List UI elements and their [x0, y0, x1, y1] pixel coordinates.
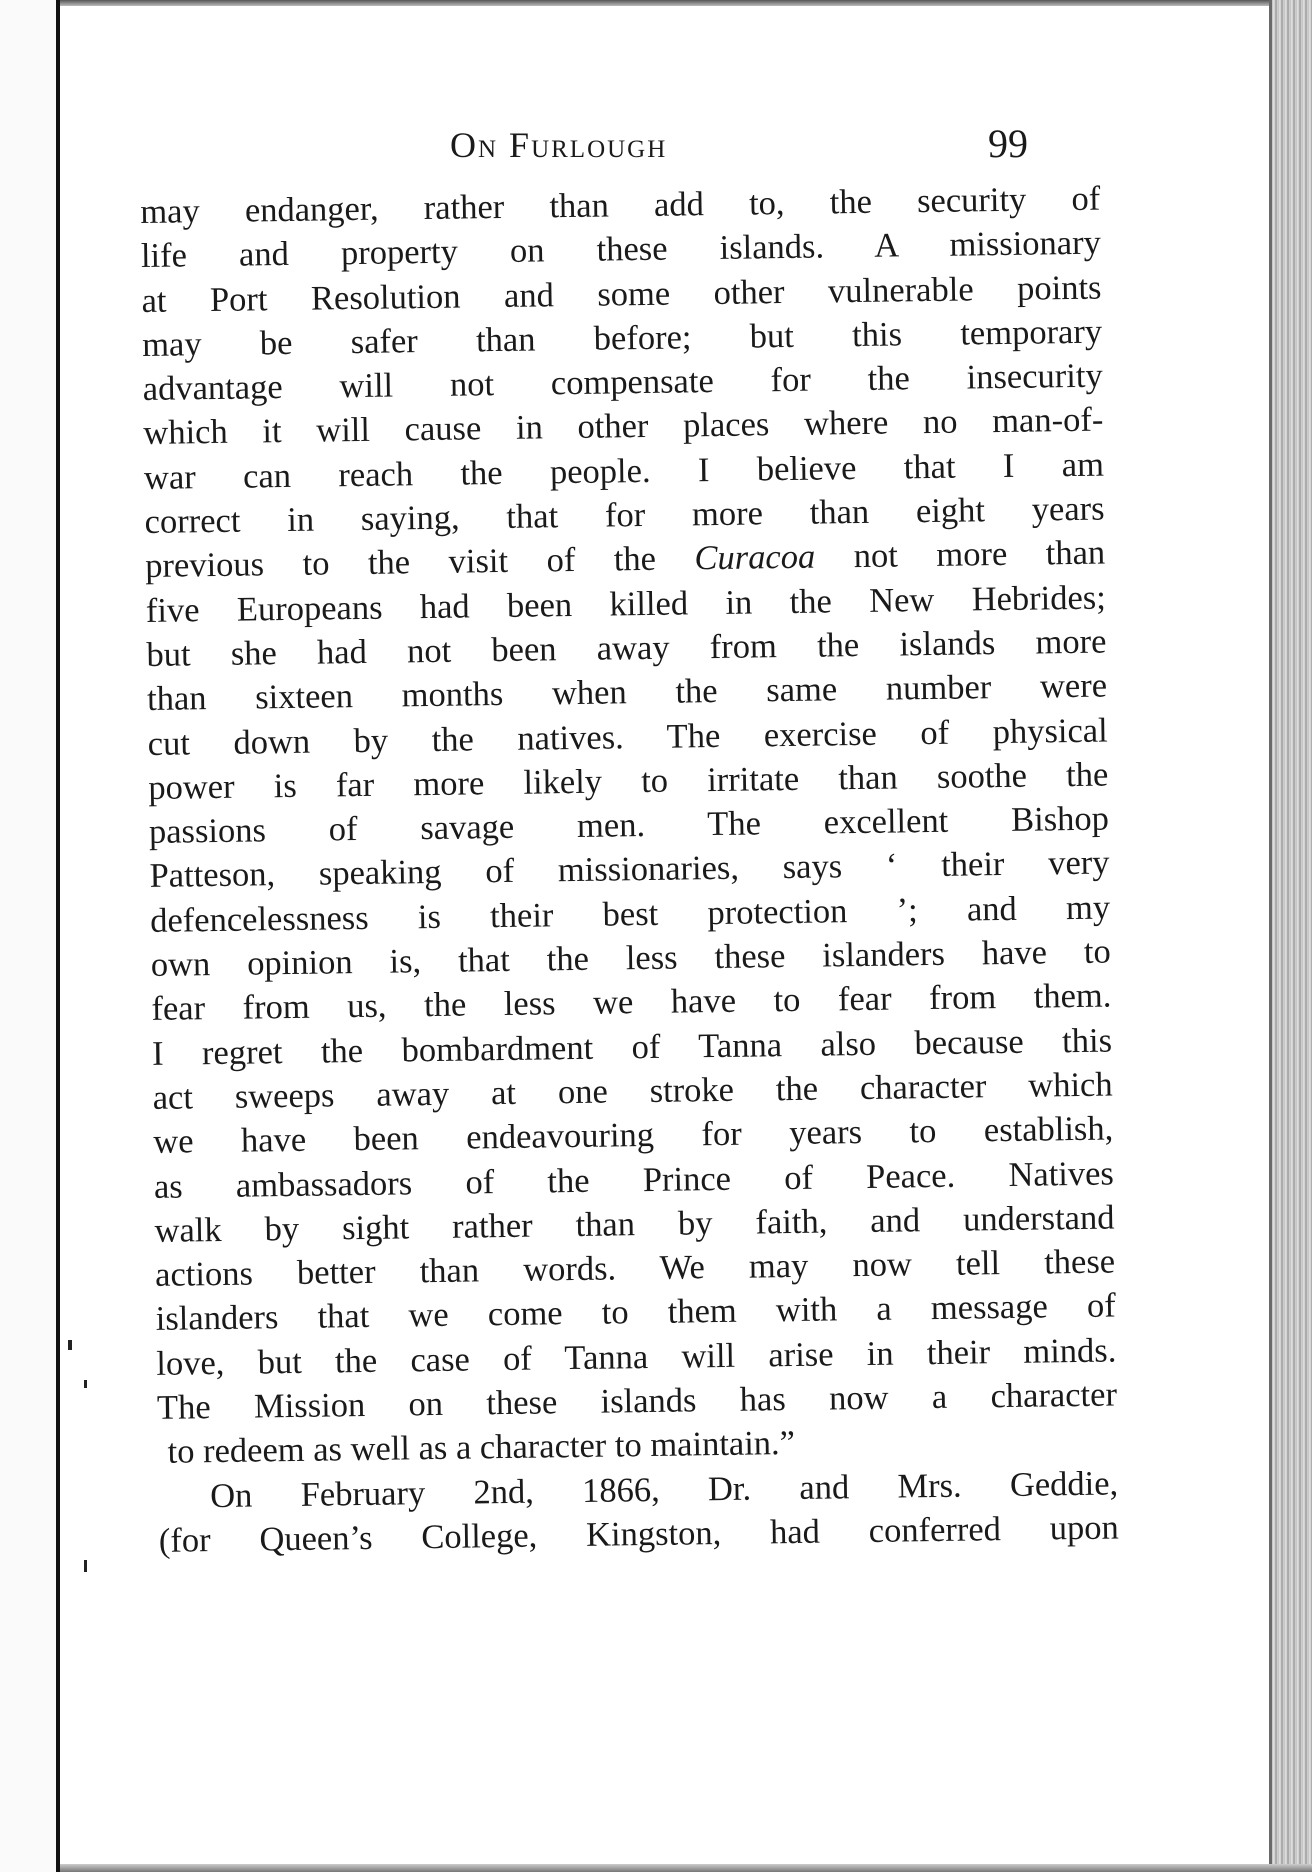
- scan-speck: [84, 1560, 87, 1572]
- text-segment: previous to the visit of the: [144, 539, 695, 586]
- ship-name: Curacoa: [694, 537, 816, 578]
- text-line: to redeem as well as a character to maintain.”: [167, 1424, 796, 1472]
- body-text: [140, 177, 1119, 1563]
- text-line: (for Queen’s College, Kingston, had conferred upon: [158, 1508, 1120, 1560]
- text-line: life and property on these islands. A missionary: [140, 223, 1102, 276]
- text-line: passions of savage men. The excellent Bishop: [148, 799, 1110, 852]
- text-line: we have been endeavouring for years to establish,: [153, 1109, 1114, 1162]
- scan-speck: [84, 1380, 87, 1388]
- running-head-title: On Furlough: [450, 125, 668, 165]
- top-page-edge: [60, 0, 1272, 6]
- page-number: 99: [988, 121, 1028, 166]
- text-line: actions better than words. We may now tell these: [154, 1242, 1116, 1295]
- binding-shadow: [0, 0, 56, 1872]
- text-line: act sweeps away at one stroke the character which: [152, 1065, 1113, 1117]
- text-line: as ambassadors of the Prince of Peace. Natives: [153, 1154, 1115, 1206]
- text-line: cut down by the natives. The exercise of physical: [147, 711, 1108, 763]
- text-line: love, but the case of Tanna will arise in their minds.: [156, 1331, 1117, 1383]
- bottom-page-edge: [60, 1864, 1312, 1872]
- text-line: which it will cause in other places where no man-of-: [143, 401, 1104, 453]
- text-line: islanders that we come to them with a message of: [155, 1286, 1116, 1339]
- text-line: The Mission on these islands has now a character: [156, 1375, 1118, 1427]
- text-line: war can reach the people. I believe that I am: [143, 445, 1105, 497]
- text-line: own opinion is, that the less these islanders have to: [150, 932, 1111, 984]
- text-line: On February 2nd, 1866, Dr. and Mrs. Geddie,: [209, 1464, 1119, 1515]
- text-line: power is far more likely to irritate than soothe the: [148, 755, 1109, 807]
- text-line: Patteson, speaking of missionaries, says ‘ their very: [149, 843, 1110, 896]
- right-page-edges: [1272, 0, 1312, 1872]
- text-line: walk by sight rather than by faith, and understand: [154, 1198, 1115, 1250]
- binding-edge: [56, 0, 60, 1872]
- text-line: may endanger, rather than add to, the security of: [140, 179, 1101, 231]
- text-line: correct in saying, that for more than eight years: [144, 489, 1105, 542]
- text-line: than sixteen months when the same number were: [146, 666, 1108, 719]
- text-line: but she had not been away from the islands more: [146, 622, 1107, 674]
- book-page: [140, 118, 1120, 1563]
- scan-speck: [68, 1340, 72, 1350]
- text-line: five Europeans had been killed in the New Hebrides;: [145, 578, 1107, 630]
- text-line: I regret the bombardment of Tanna also because this: [151, 1021, 1113, 1073]
- text-line: defencelessness is their best protection ’; and my: [149, 888, 1111, 940]
- text-segment: not more than: [814, 533, 1106, 576]
- text-line: fear from us, the less we have to fear from them.: [151, 976, 1112, 1029]
- running-head: [140, 118, 1100, 178]
- text-line: may be safer than before; but this temporary: [141, 312, 1103, 364]
- text-line: advantage will not compensate for the insecurity: [142, 356, 1103, 409]
- text-line: at Port Resolution and some other vulnerable points: [141, 268, 1102, 320]
